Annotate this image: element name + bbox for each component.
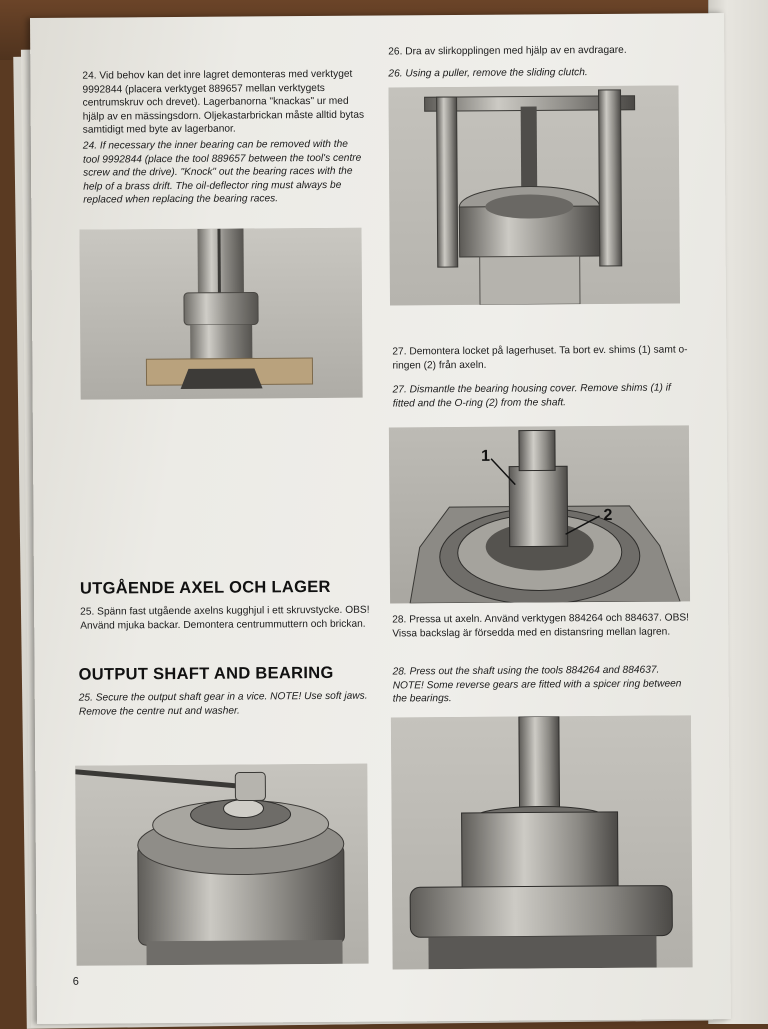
- step-28-english: 28. Press out the shaft using the tools 884264 and 884637. NOTE! Some reverse gears are fitted with a spicer ring between the bearings.: [392, 664, 682, 705]
- callout-1-label: 1: [481, 447, 491, 465]
- section-heading-english: OUTPUT SHAFT AND BEARING: [78, 663, 334, 684]
- step-27-english: 27. Dismantle the bearing housing cover. Remove shims (1) if fitted and the O-ring (2) from the shaft.: [392, 382, 671, 410]
- bearing-housing-illustration: [389, 425, 690, 603]
- step-25-swedish: 25. Spänn fast utgående axelns kugghjul i ett skruvstycke. OBS! Använd mjuka backar. Demontera centrummuttern och brickan.: [80, 604, 370, 632]
- section-heading-swedish: UTGÅENDE AXEL OCH LAGER: [79, 577, 331, 598]
- press-shaft-illustration: [391, 715, 693, 969]
- page-number: 6: [72, 975, 79, 988]
- step-26-swedish: 26. Dra av slirkopplingen med hjälp av en avdragare.: [388, 44, 627, 58]
- puller-photo: [388, 85, 680, 305]
- step-24-swedish: 24. Vid behov kan det inre lagret demonteras med verktyget 9992844 (placera verktyget 889657 mellan verktygets centrumskruv och drevet). Lagerbanorna "knackas" ur med hjälp av en mässingsdorn. Oljekastarbrickan måste alltid bytas samtidigt med byte av lagerbanor.: [82, 68, 365, 137]
- step-28-swedish: 28. Pressa ut axeln. Använd verktygen 884264 och 884637. OBS! Vissa backslag är försedda med en distansring mellan lagren.: [392, 612, 690, 640]
- puller-illustration: [388, 85, 680, 305]
- bearing-press-photo: [79, 228, 362, 400]
- step-25-english: 25. Secure the output shaft gear in a vice. NOTE! Use soft jaws. Remove the centre nut and washer.: [78, 690, 368, 718]
- callout-2-label: 2: [603, 506, 613, 525]
- vice-nut-photo: [75, 764, 368, 966]
- step-24-english: 24. If necessary the inner bearing can be removed with the tool 9992844 (place the tool 889657 between the tool's centre screw and the drive). "Knock" out the bearing races with the help of a brass drift. The oil-deflector ring must always be replaced when replacing the bearing races.: [82, 138, 362, 207]
- bearing-housing-photo: [389, 425, 690, 603]
- manual-page: [30, 13, 731, 1024]
- step-26-english: 26. Using a puller, remove the sliding clutch.: [388, 67, 588, 80]
- output-shaft-illustration: [75, 764, 368, 966]
- press-shaft-photo: [391, 715, 693, 969]
- step-27-swedish: 27. Demontera locket på lagerhuset. Ta bort ev. shims (1) samt o-ringen (2) från axeln.: [392, 344, 688, 372]
- bearing-press-illustration: [79, 228, 362, 400]
